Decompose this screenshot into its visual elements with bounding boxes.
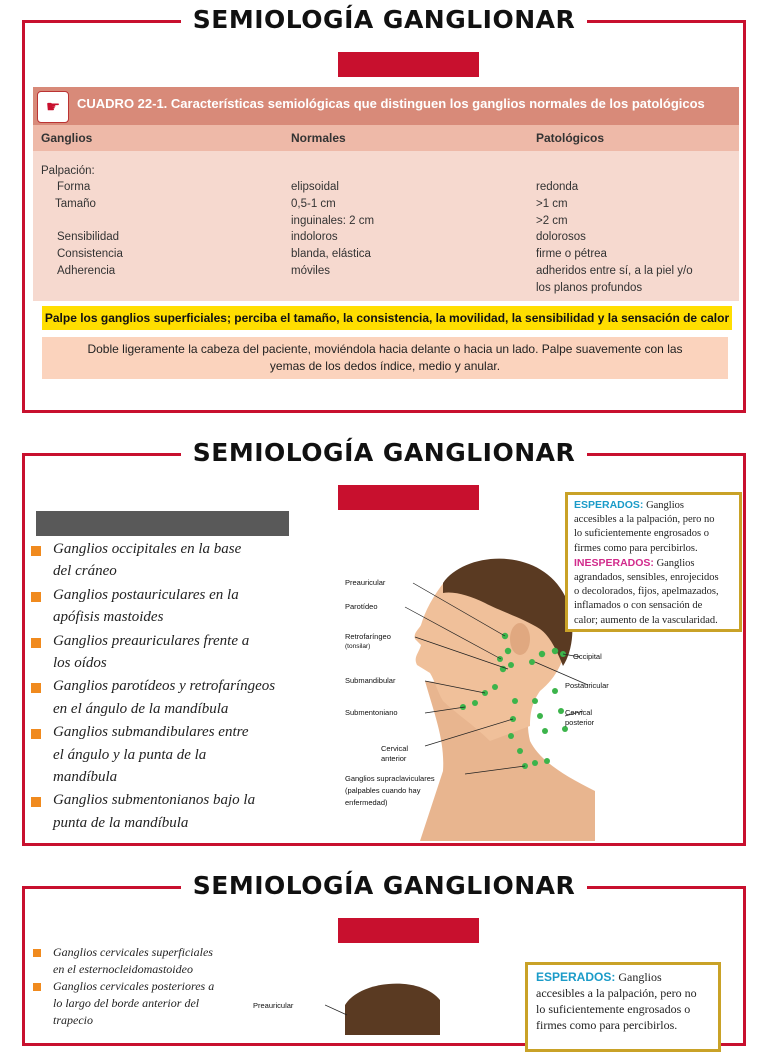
info-line: firmes como para percibirlos. xyxy=(536,1018,678,1032)
list-item-line: Ganglios submandibulares entre xyxy=(53,724,249,741)
list-item-line: Ganglios postauriculares en la xyxy=(53,586,239,603)
list-item-line: Ganglios submentonianos bajo la xyxy=(53,792,256,809)
info-line: accesibles a la palpación, pero no xyxy=(574,514,715,526)
list-item-line: los oídos xyxy=(53,655,107,671)
row-label: Consistencia xyxy=(57,248,123,261)
row-label: Adherencia xyxy=(57,265,116,277)
list-item-line: Ganglios preauriculares frente a xyxy=(53,632,250,649)
list-item-line: Ganglios cervicales superficiales xyxy=(53,945,213,959)
info-line: o decolorados, fijos, apelmazados, xyxy=(574,586,719,598)
column-header: Ganglios xyxy=(41,131,93,145)
list-item-line: del cráneo xyxy=(53,563,117,580)
row-normal: 0,5-1 cm xyxy=(291,197,336,210)
row-normal: inguinales: 2 cm xyxy=(291,214,375,227)
list-item-line: el ángulo y la punta de la xyxy=(53,746,207,763)
list-item-line: Ganglios cervicales posteriores a xyxy=(53,979,215,993)
findings-box xyxy=(565,492,742,632)
list-item-line: Ganglios occipitales en la base xyxy=(53,541,242,557)
info-line: calor; aumento de la vascularidad. xyxy=(574,614,718,626)
label-occipital: Occipital xyxy=(573,652,602,661)
slide-2 xyxy=(22,438,746,846)
list-item-line: Ganglios parotídeos y retrofaríngeos xyxy=(53,678,276,695)
list-bullet xyxy=(31,592,41,602)
info-line: agrandados, sensibles, enrojecidos xyxy=(574,572,719,584)
list-bullet xyxy=(31,797,41,807)
info-line: lo suficientemente engrosados o xyxy=(574,528,710,540)
dark-header-box xyxy=(36,511,289,536)
list-item-line: apófisis mastoides xyxy=(53,609,164,626)
list-item-line: punta de la mandíbula xyxy=(53,814,189,831)
findings-box xyxy=(525,962,721,1052)
ganglia-list xyxy=(31,541,321,841)
list-bullet xyxy=(33,949,41,957)
row-patologico: los planos profundos xyxy=(536,281,643,294)
red-bar xyxy=(338,485,479,510)
column-header: Patológicos xyxy=(536,131,605,145)
section-label: Palpación: xyxy=(41,165,95,177)
label-preauricular: Preauricular xyxy=(253,1001,294,1010)
info-line xyxy=(574,498,733,513)
list-bullet xyxy=(31,729,41,739)
label-submentoniano: Submentoniano xyxy=(345,708,398,717)
label-cervical-anterior: anterior xyxy=(381,754,407,763)
list-bullet xyxy=(33,983,41,991)
label-supraclaviculares: Ganglios supraclaviculares xyxy=(345,774,435,783)
slide-1 xyxy=(22,5,746,413)
row-normal: blanda, elástica xyxy=(291,248,371,261)
label-cervical-anterior: Cervical xyxy=(381,744,409,753)
row-normal: móviles xyxy=(291,265,330,277)
label-preauricular: Preauricular xyxy=(345,578,386,587)
red-bar xyxy=(338,918,479,943)
esperados-label: ESPERADOS: xyxy=(574,499,644,511)
list-item-line: en el ángulo de la mandíbula xyxy=(53,700,229,717)
info-line: accesibles a la palpación, pero no xyxy=(536,986,697,1000)
info-text: Ganglios xyxy=(615,970,662,984)
label-cervical-posterior: Cervical xyxy=(565,708,593,717)
info-text: Ganglios xyxy=(653,557,695,569)
label-submandibular: Submandibular xyxy=(345,676,396,685)
cuadro-table xyxy=(33,87,739,301)
info-line: firmes como para percibirlos. xyxy=(574,542,698,554)
list-item-line: en el esternocleidomastoideo xyxy=(53,962,193,976)
slide-title: SEMIOLOGÍA GANGLIONAR xyxy=(181,438,588,467)
pointing-hand-icon: ☛ xyxy=(37,91,69,123)
info-line: lo suficientemente engrosados o xyxy=(536,1002,691,1016)
instruction-note xyxy=(42,337,728,379)
list-item-line: mandíbula xyxy=(53,769,118,785)
label-parotideo: Parotídeo xyxy=(345,602,378,611)
list-item-line: lo largo del borde anterior del xyxy=(53,996,200,1010)
row-patologico: >2 cm xyxy=(536,214,568,227)
row-patologico: redonda xyxy=(536,181,579,193)
note-line: yemas de los dedos índice, medio y anular. xyxy=(269,359,501,373)
slide-3 xyxy=(22,871,746,1046)
row-normal: elipsoidal xyxy=(291,181,339,193)
row-label: Forma xyxy=(57,181,91,193)
row-normal: indoloros xyxy=(291,231,338,244)
row-patologico: >1 cm xyxy=(536,197,568,210)
cuadro-title: CUADRO 22-1. Características semiológicas que distinguen los ganglios normales de los patológicos xyxy=(77,96,705,111)
label-supraclaviculares: enfermedad) xyxy=(345,798,388,807)
ganglia-list xyxy=(33,945,263,1035)
red-bar xyxy=(338,52,479,77)
row-patologico: adheridos entre sí, a la piel y/o xyxy=(536,265,693,277)
info-line: inflamados o con sensación de xyxy=(574,600,703,612)
label-cervical-posterior: posterior xyxy=(565,718,595,727)
row-label: Sensibilidad xyxy=(57,231,120,244)
highlight-banner: Palpe los ganglios superficiales; perciba el tamaño, la consistencia, la movilidad, la sensibilidad y la sensación de calor xyxy=(42,306,732,330)
label-retrofaringeo: Retrofaríngeo xyxy=(345,632,391,641)
label-supraclaviculares: (palpables cuando hay xyxy=(345,786,421,795)
esperados-label: ESPERADOS: xyxy=(536,970,616,984)
slide-title: SEMIOLOGÍA GANGLIONAR xyxy=(181,5,588,34)
list-item-line: trapecio xyxy=(53,1013,93,1027)
inesperados-label: INESPERADOS: xyxy=(574,556,654,569)
label-postauricular: Postauricular xyxy=(565,681,609,690)
row-patologico: firme o pétrea xyxy=(536,248,607,261)
cuadro-header xyxy=(33,87,739,125)
ear-shape xyxy=(510,623,530,655)
row-label: Tamaño xyxy=(55,197,96,210)
info-line xyxy=(574,556,733,571)
info-line xyxy=(536,969,710,985)
column-headers xyxy=(33,125,739,151)
list-bullet xyxy=(31,683,41,693)
info-text: Ganglios xyxy=(643,500,684,511)
slide-title: SEMIOLOGÍA GANGLIONAR xyxy=(181,871,588,900)
label-tonsilar: (tonsilar) xyxy=(345,643,371,650)
hair-shape xyxy=(345,984,440,1035)
head-neck-illustration xyxy=(325,975,445,1035)
list-bullet xyxy=(31,546,41,556)
list-bullet xyxy=(31,638,41,648)
column-header: Normales xyxy=(291,131,346,145)
note-line: Doble ligeramente la cabeza del paciente, moviéndola hacia delante o hacia un lado. Palpe suavemente con las xyxy=(87,342,683,356)
row-patologico: dolorosos xyxy=(536,231,586,244)
